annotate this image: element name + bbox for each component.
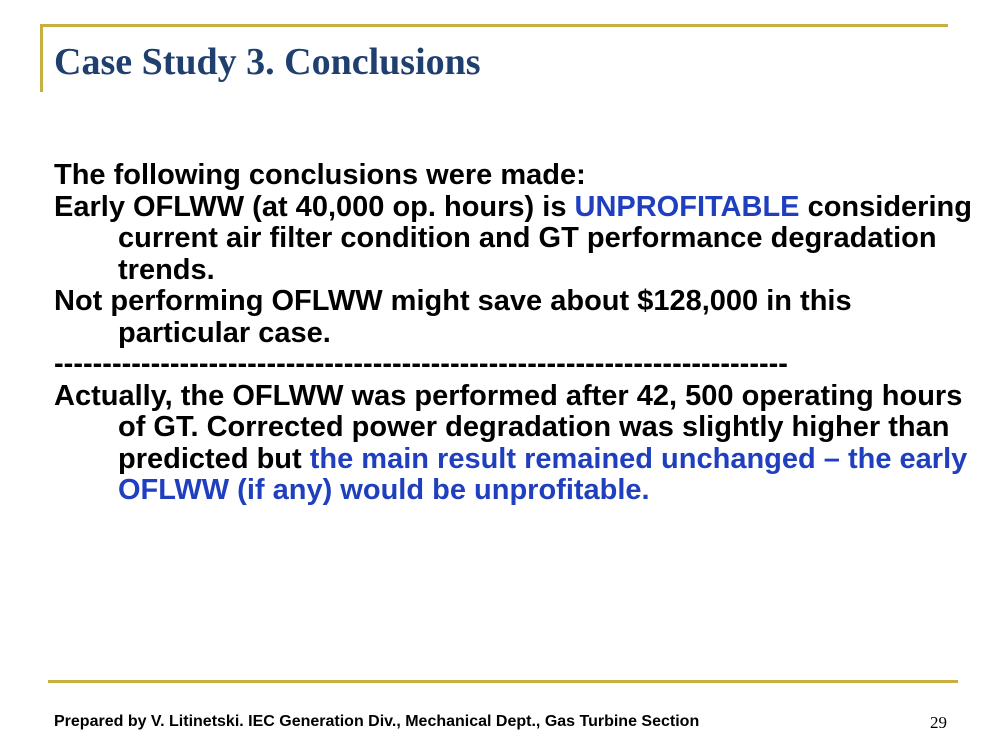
- frame-top-line: [40, 24, 948, 27]
- conclusion-unprofitable: [54, 192, 974, 287]
- frame-left-line: [40, 24, 43, 92]
- dashed-divider: ----------------------------------------------------------------------------: [54, 348, 788, 380]
- unprofitable-highlight: UNPROFITABLE: [574, 190, 800, 223]
- conclusion-1-rest: considering current air filter condition and GT performance degradation trends.: [118, 190, 972, 286]
- intro-text: The following conclusions were made:: [54, 159, 586, 191]
- page-number: 29: [930, 713, 947, 732]
- slide-title: Case Study 3. Conclusions: [54, 41, 481, 83]
- conclusion-savings: Not performing OFLWW might save about $128,000 in this particular case.: [54, 285, 852, 349]
- actual-outcome-lead: Actually, the OFLWW was performed after 42, 500 operating hours of GT. Corrected power degradation was slightly higher than predicted but: [54, 379, 963, 475]
- slide-body: [54, 160, 974, 507]
- main-result-highlight: the main result remained unchanged – the early OFLWW (if any) would be unprofitable.: [118, 442, 968, 506]
- actual-outcome: [54, 381, 974, 507]
- frame-bottom-line: [48, 680, 958, 683]
- footer-credit: Prepared by V. Litinetski. IEC Generation Div., Mechanical Dept., Gas Turbine Section: [54, 713, 700, 730]
- conclusion-1-prefix: Early OFLWW (at 40,000 op. hours) is: [54, 190, 575, 223]
